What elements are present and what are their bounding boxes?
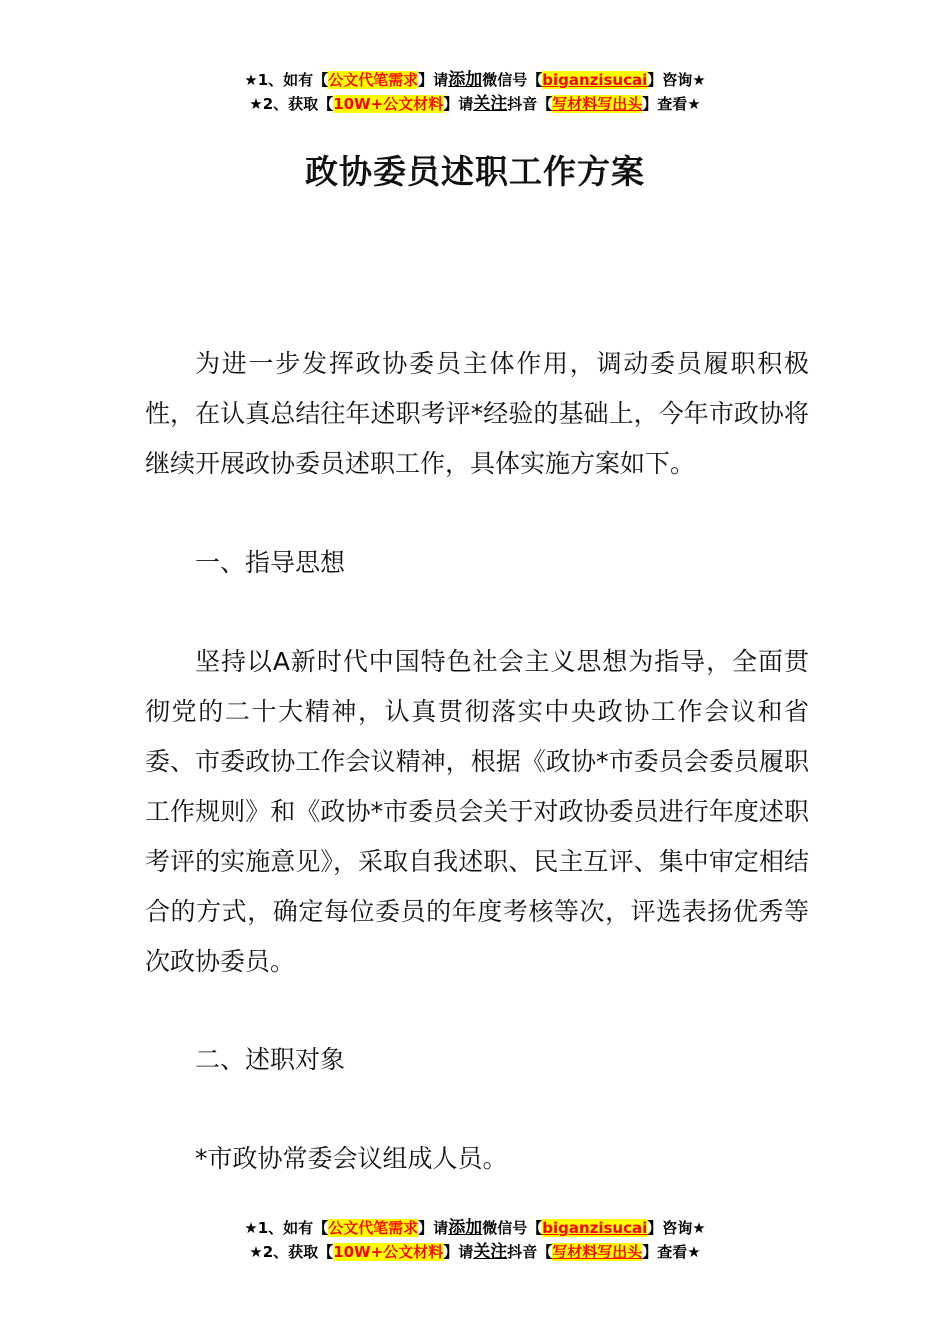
banner-text: 】请	[443, 1243, 474, 1261]
banner-douyin-id: 写材料写出头	[552, 95, 643, 113]
banner-wechat-id: biganzisucai	[542, 71, 648, 89]
section-heading-guiding-ideology: 一、指导思想	[195, 548, 346, 577]
banner-highlight: 公文代笔需求	[328, 1219, 419, 1237]
banner-text: 微信号【	[482, 71, 543, 89]
banner-emphasis: 关注	[473, 1242, 508, 1262]
section-heading-reporting-targets: 二、述职对象	[195, 1045, 346, 1074]
banner-text: 】咨询★	[647, 71, 706, 89]
banner-text: 】查看★	[642, 1243, 701, 1261]
banner-douyin-id: 写材料写出头	[552, 1243, 643, 1261]
banner-text: 抖音【	[507, 1243, 553, 1261]
banner-line-2	[0, 1240, 950, 1264]
banner-highlight: 10W+公文材料	[333, 1243, 444, 1261]
banner-text: 】咨询★	[647, 1219, 706, 1237]
banner-text: ★1、如有【	[244, 71, 329, 89]
banner-text: ★1、如有【	[244, 1219, 329, 1237]
section-2	[145, 1035, 809, 1085]
top-banner	[0, 68, 950, 116]
intro-paragraph: 为进一步发挥政协委员主体作用，调动委员履职积极性，在认真总结往年述职考评*经验的基础上，今年市政协将继续开展政协委员述职工作，具体实施方案如下。	[145, 349, 809, 478]
section-1	[145, 538, 809, 588]
document-title: 政协委员述职工作方案	[305, 152, 645, 191]
bottom-banner	[0, 1216, 950, 1264]
banner-text: 抖音【	[507, 95, 553, 113]
banner-line-1	[0, 68, 950, 92]
banner-text: 微信号【	[482, 1219, 543, 1237]
guiding-paragraph: 坚持以A新时代中国特色社会主义思想为指导，全面贯彻党的二十大精神，认真贯彻落实中央政协工作会议和省委、市委政协工作会议精神，根据《政协*市委员会委员履职工作规则》和《政协*市委员会关于对政协委员进行年度述职考评的实施意见》，采取自我述职、民主互评、集中审定相结合的方式，确定每位委员的年度考核等次，评选表扬优秀等次政协委员。	[145, 647, 809, 976]
banner-text: 】请	[418, 71, 449, 89]
banner-highlight: 公文代笔需求	[328, 71, 419, 89]
banner-text: 】查看★	[642, 95, 701, 113]
banner-emphasis: 关注	[473, 94, 508, 114]
banner-line-2	[0, 92, 950, 116]
section-1-body	[145, 637, 809, 987]
section-2-body	[145, 1134, 809, 1184]
target-paragraph: *市政协常委会议组成人员。	[195, 1144, 508, 1173]
banner-line-1	[0, 1216, 950, 1240]
banner-wechat-id: biganzisucai	[542, 1219, 648, 1237]
banner-text: 】请	[418, 1219, 449, 1237]
banner-highlight: 10W+公文材料	[333, 95, 444, 113]
document-body	[145, 339, 809, 489]
banner-text: ★2、获取【	[249, 95, 334, 113]
banner-text: 】请	[443, 95, 474, 113]
banner-emphasis: 添加	[448, 1218, 483, 1238]
banner-emphasis: 添加	[448, 70, 483, 90]
banner-text: ★2、获取【	[249, 1243, 334, 1261]
